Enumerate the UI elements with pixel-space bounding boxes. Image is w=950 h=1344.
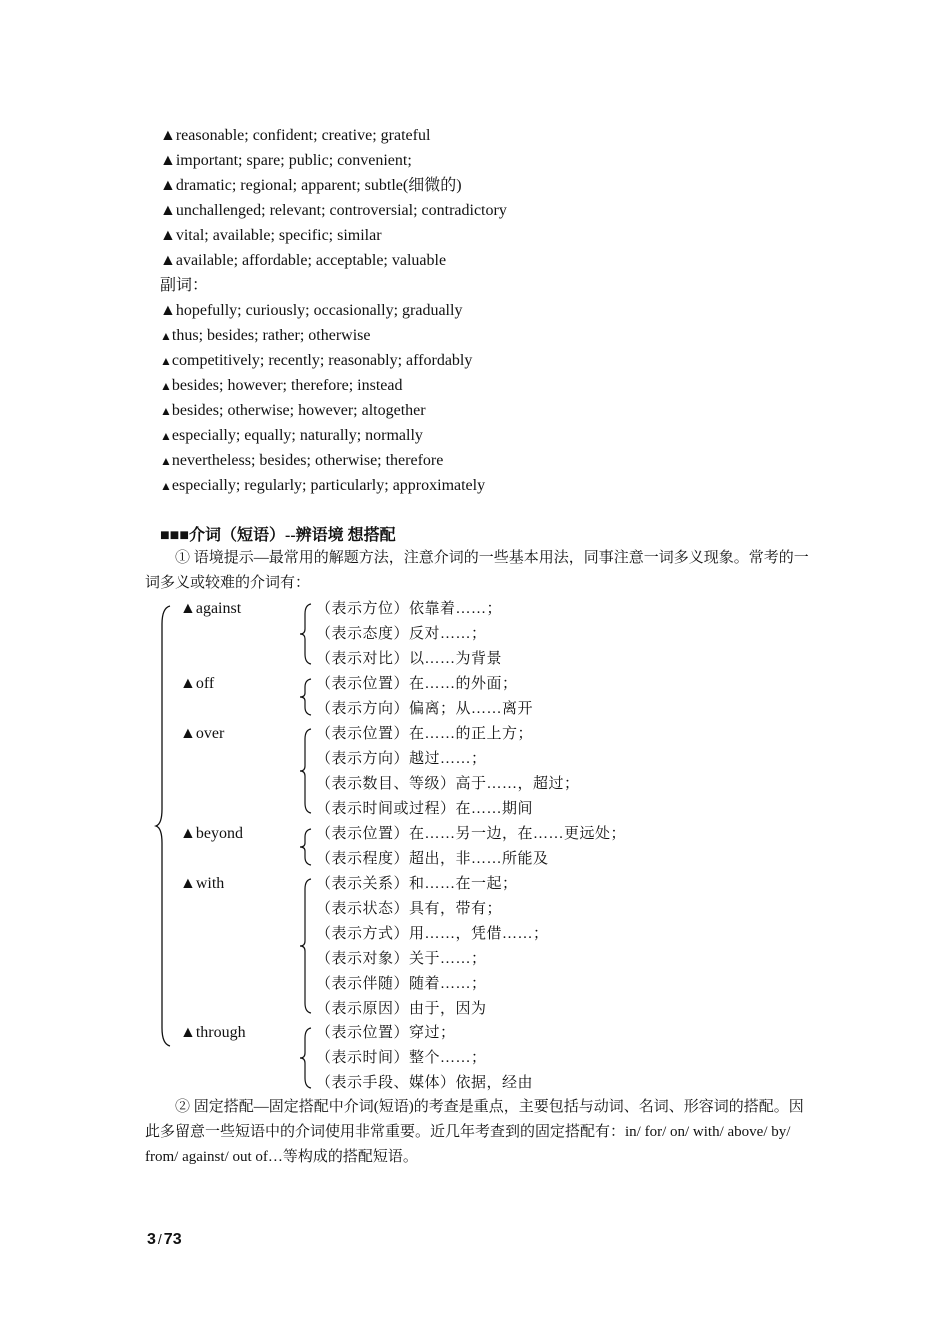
- triangle-icon: ▲: [160, 404, 172, 418]
- meaning-line: （表示方向）越过……；: [316, 751, 487, 767]
- triangle-icon: ▲: [160, 329, 172, 343]
- triangle-icon: ▲: [160, 429, 172, 443]
- meaning-line: （表示位置）穿过；: [316, 1025, 456, 1041]
- meaning-line: （表示伴随）随着……；: [316, 976, 487, 992]
- adjective-line: ▲dramatic; regional; apparent; subtle(细微的): [160, 177, 462, 194]
- adverb-line: ▲hopefully; curiously; occasionally; gradually: [160, 302, 463, 319]
- meaning-line: （表示程度）超出，非……所能及: [316, 851, 549, 867]
- adverb-line: ▲especially; regularly; particularly; approximately: [160, 477, 486, 494]
- adverb-line: ▲besides; otherwise; however; altogether: [160, 402, 426, 419]
- triangle-icon: ▲: [160, 127, 176, 144]
- meaning-line: （表示状态）具有，带有；: [316, 901, 503, 917]
- total-pages: 73: [163, 1231, 182, 1248]
- meaning-line: （表示方向）偏离；从……离开: [316, 701, 534, 717]
- preposition-with: ▲with: [180, 875, 225, 892]
- preposition-beyond: ▲beyond: [180, 825, 243, 842]
- triangle-icon: ▲: [160, 227, 176, 244]
- page-separator: /: [157, 1231, 162, 1247]
- meaning-line: （表示数目、等级）高于……，超过；: [316, 776, 580, 792]
- triangle-icon: ▲: [160, 202, 176, 219]
- intro-paragraph: ① 语境提示—最常用的解题方法，注意介词的一些基本用法，同事注意一词多义现象。常考的一词多义或较难的介词有：: [145, 550, 809, 591]
- brace-with: [298, 877, 314, 1015]
- meaning-line: （表示手段、媒体）依据，经由: [316, 1075, 534, 1091]
- preposition-against: ▲against: [180, 600, 242, 617]
- meaning-line: （表示对比）以……为背景: [316, 651, 503, 667]
- preposition-through: ▲through: [180, 1024, 246, 1041]
- preposition-over: ▲over: [180, 725, 225, 742]
- meaning-line: （表示态度）反对……；: [316, 626, 487, 642]
- triangle-icon: ▲: [160, 479, 172, 493]
- meaning-line: （表示原因）由于，因为: [316, 1001, 487, 1017]
- adjective-line: ▲important; spare; public; convenient;: [160, 152, 412, 169]
- brace-over: [298, 727, 314, 815]
- fixed-collocation-paragraph: ② 固定搭配—固定搭配中介词(短语)的考查是重点，主要包括与动词、名词、形容词的搭配。因此多留意一些短语中的介词使用非常重要。近几年考查到的固定搭配有：in/ for/ on/ with/ above/ by/ from/ against/ out of…等构成的搭配短语。: [145, 1099, 804, 1165]
- brace-beyond: [298, 827, 314, 867]
- meaning-line: （表示位置）在……的外面；: [316, 676, 518, 692]
- meaning-line: （表示位置）在……的正上方；: [316, 726, 534, 742]
- adjective-line: ▲vital; available; specific; similar: [160, 227, 382, 244]
- adjective-line: ▲reasonable; confident; creative; grateful: [160, 127, 431, 144]
- triangle-icon: ▲: [160, 379, 172, 393]
- adverb-line: ▲thus; besides; rather; otherwise: [160, 327, 371, 344]
- triangle-icon: ▲: [160, 354, 172, 368]
- triangle-icon: ▲: [160, 152, 176, 169]
- meaning-line: （表示对象）关于……；: [316, 951, 487, 967]
- current-page: 3: [147, 1231, 156, 1248]
- page-number: [147, 1229, 182, 1250]
- adverb-line: ▲nevertheless; besides; otherwise; therefore: [160, 452, 444, 469]
- brace-against: [298, 602, 314, 666]
- meaning-line: （表示时间或过程）在……期间: [316, 801, 534, 817]
- triangle-icon: ▲: [160, 302, 176, 319]
- outer-brace: [154, 604, 174, 1048]
- adverb-line: ▲competitively; recently; reasonably; affordably: [160, 352, 473, 369]
- adjective-line: ▲unchallenged; relevant; controversial; contradictory: [160, 202, 507, 219]
- meaning-line: （表示关系）和……在一起；: [316, 876, 518, 892]
- meaning-line: （表示方式）用……，凭借……；: [316, 926, 549, 942]
- meaning-line: （表示时间）整个……；: [316, 1050, 487, 1066]
- triangle-icon: ▲: [160, 252, 176, 269]
- triangle-icon: ▲: [160, 177, 176, 194]
- brace-through: [298, 1026, 314, 1090]
- preposition-off: ▲off: [180, 675, 215, 692]
- meaning-line: （表示方位）依靠着……；: [316, 601, 503, 617]
- adverb-line: ▲besides; however; therefore; instead: [160, 377, 403, 394]
- triangle-icon: ▲: [160, 454, 172, 468]
- adjective-line: ▲available; affordable; acceptable; valuable: [160, 252, 447, 269]
- brace-off: [298, 677, 314, 717]
- adverb-label: 副词：: [160, 277, 209, 294]
- section-heading: ■■■介词（短语）--辨语境 想搭配: [160, 527, 396, 544]
- meaning-line: （表示位置）在……另一边，在……更远处；: [316, 826, 627, 842]
- adverb-line: ▲especially; equally; naturally; normally: [160, 427, 423, 444]
